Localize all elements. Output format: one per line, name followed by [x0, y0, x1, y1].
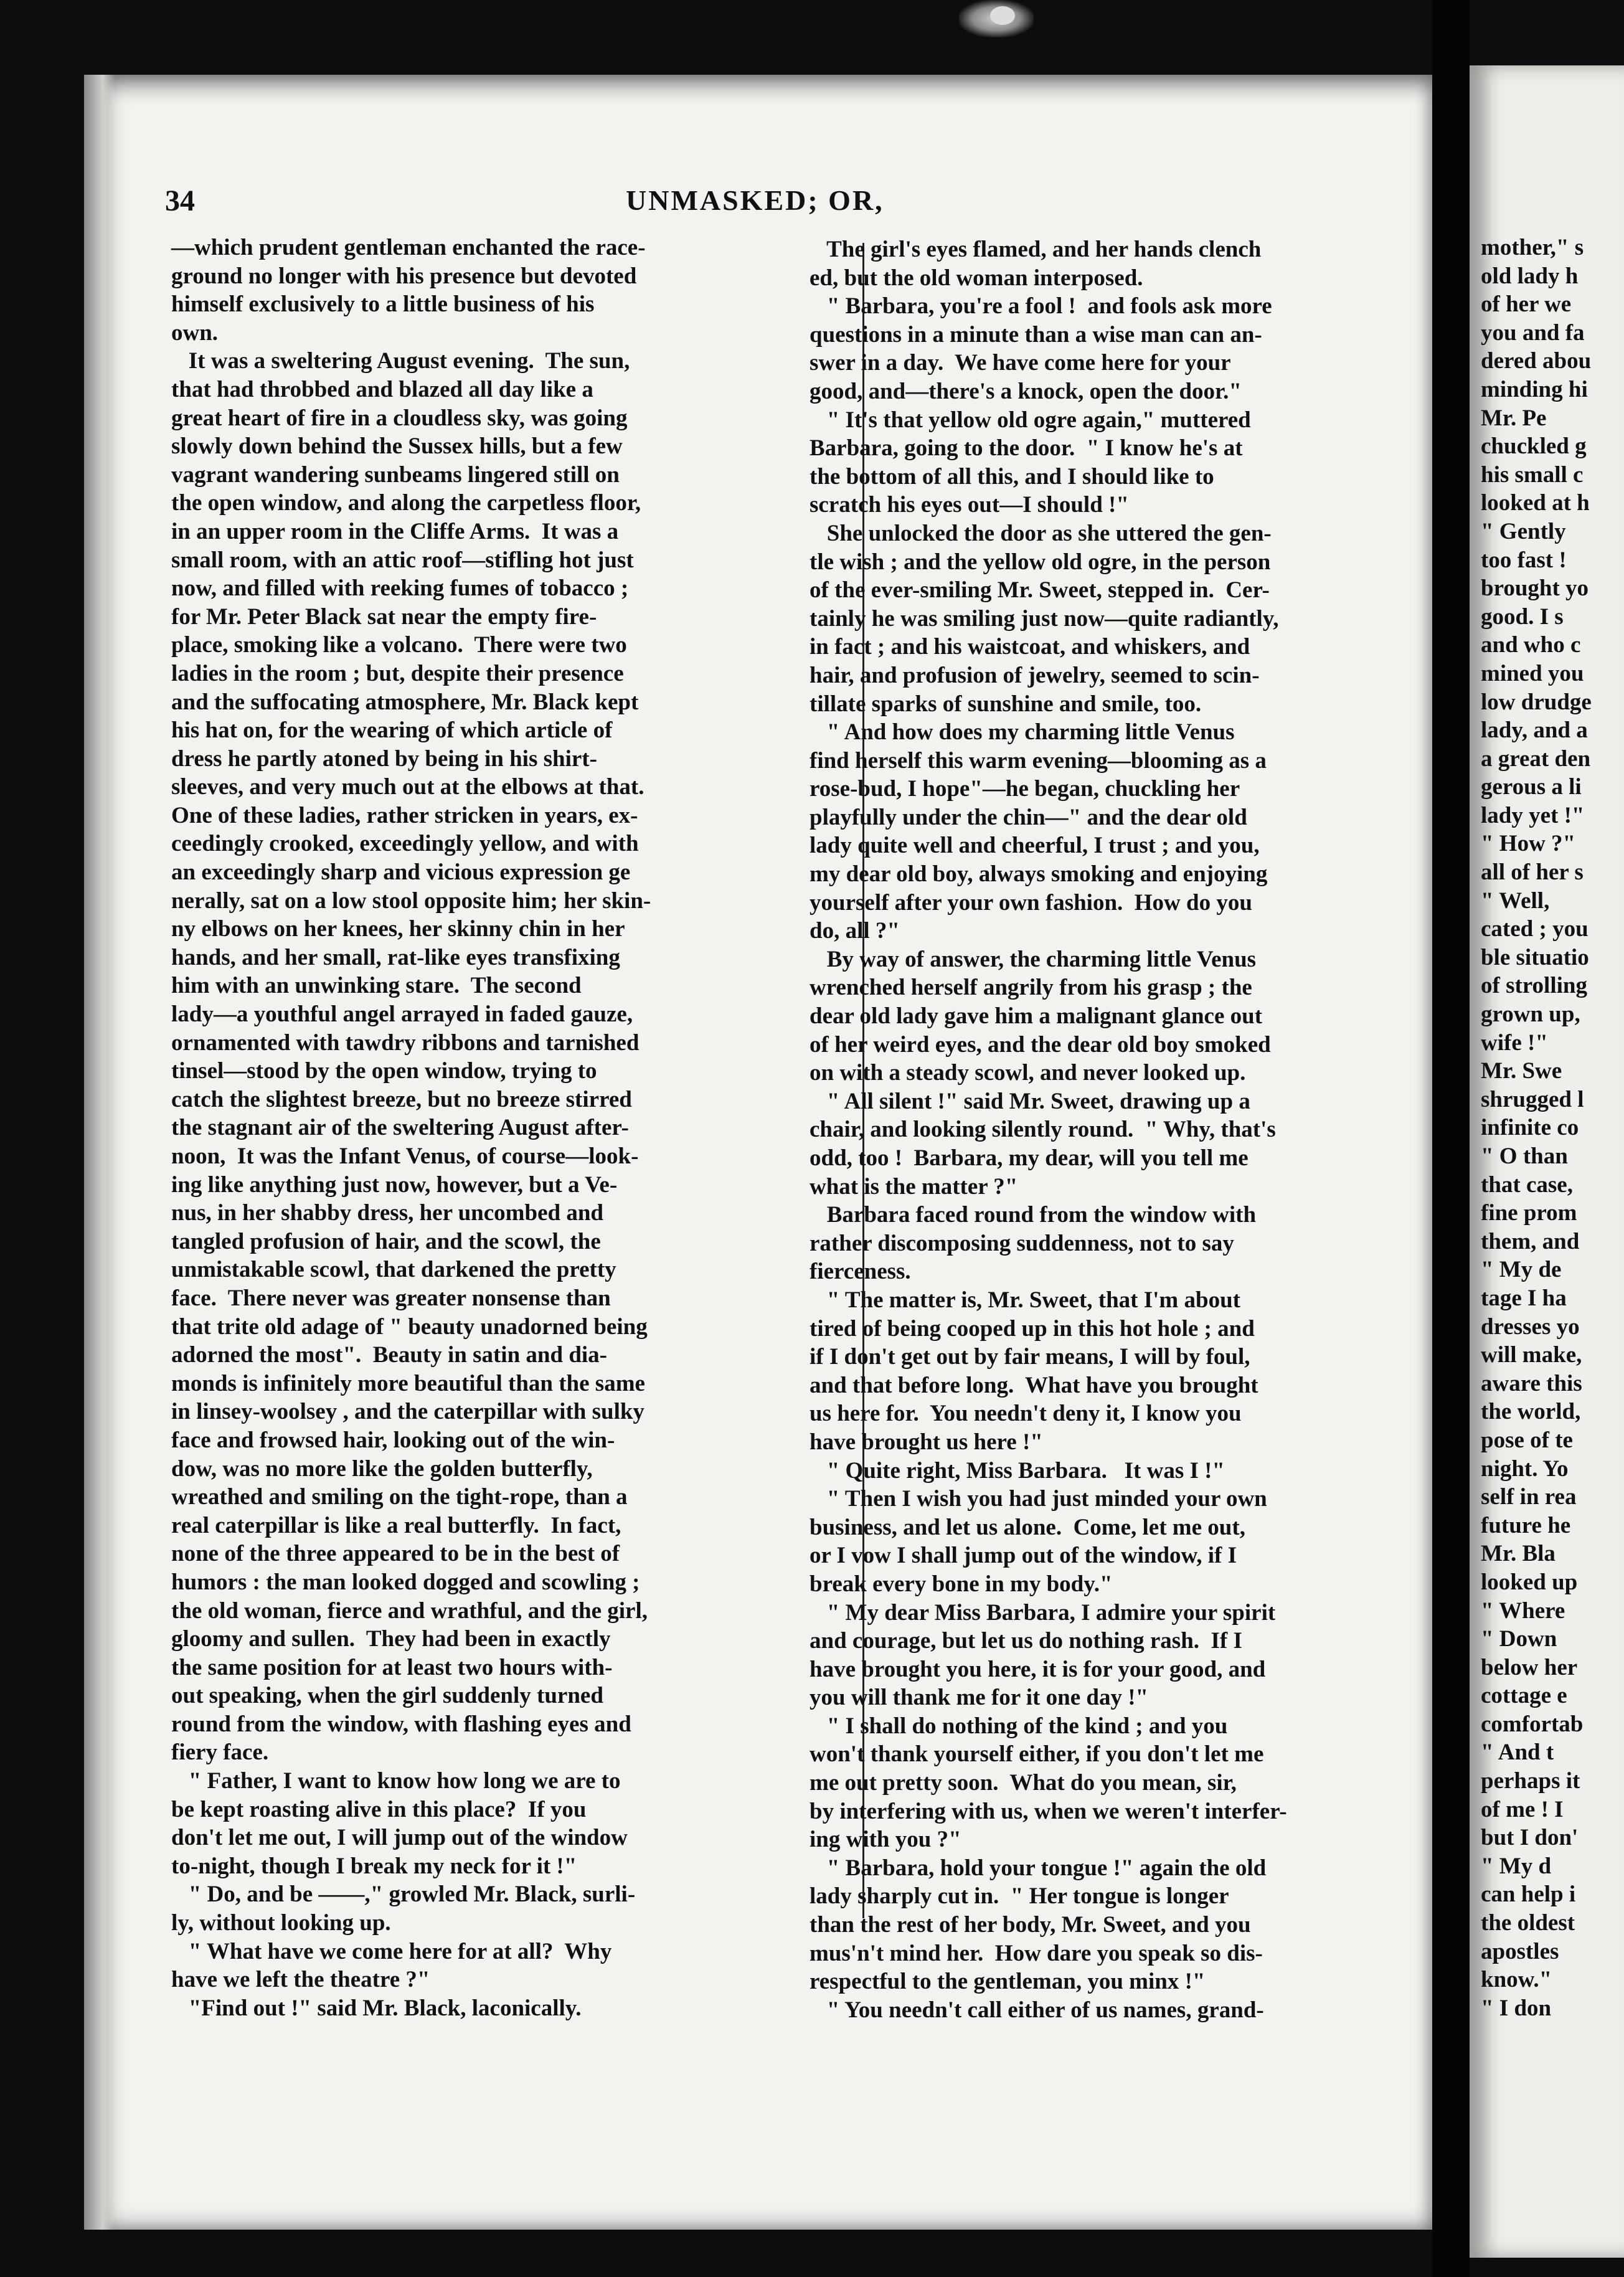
- text-line: " Barbara, hold your tongue !" again the old: [810, 1855, 1267, 1881]
- text-line: face and frowsed hair, looking out of the win-: [171, 1427, 615, 1453]
- text-line: and the suffocating atmosphere, Mr. Black kept: [171, 689, 639, 715]
- text-line: "Find out !" said Mr. Black, laconically.: [171, 1995, 582, 2021]
- text-line: She unlocked the door as she uttered the gen-: [810, 520, 1272, 546]
- text-line: him with an unwinking stare. The second: [171, 973, 582, 999]
- left-text-column: [171, 234, 825, 2022]
- text-line: —which prudent gentleman enchanted the race-: [171, 235, 646, 260]
- text-line: me out pretty soon. What do you mean, sir,: [810, 1770, 1237, 1796]
- text-line: low drudge: [1481, 689, 1592, 715]
- text-line: pose of te: [1481, 1427, 1573, 1453]
- text-line: that case,: [1481, 1172, 1573, 1198]
- facing-page-text-column: [1470, 234, 1592, 2022]
- text-line: have brought you here, it is for your good, and: [810, 1656, 1266, 1682]
- text-line: rose-bud, I hope"—he began, chuckling her: [810, 776, 1240, 802]
- text-line: One of these ladies, rather stricken in years, ex-: [171, 802, 638, 828]
- text-line: the same position for at least two hours with-: [171, 1654, 613, 1680]
- text-line: catch the slightest breeze, but no breeze stirred: [171, 1086, 632, 1112]
- text-line: tinsel—stood by the open window, trying to: [171, 1058, 597, 1084]
- text-line: be kept roasting alive in this place? If you: [171, 1796, 587, 1822]
- text-line: if I don't get out by fair means, I will by foul,: [810, 1344, 1250, 1370]
- text-line: questions in a minute than a wise man can an-: [810, 321, 1262, 348]
- text-line: tle wish ; and the yellow old ogre, in the person: [810, 549, 1271, 575]
- text-line: shrugged l: [1481, 1086, 1584, 1112]
- text-line: gerous a li: [1481, 774, 1582, 800]
- text-line: my dear old boy, always smoking and enjoying: [810, 861, 1268, 888]
- text-line: the bottom of all this, and I should like to: [810, 463, 1214, 490]
- text-line: and courage, but let us do nothing rash. If I: [810, 1628, 1242, 1654]
- text-line: noon, It was the Infant Venus, of course—look-: [171, 1143, 639, 1169]
- text-line: sleeves, and very much out at the elbows at that.: [171, 774, 644, 800]
- text-line: you and fa: [1481, 320, 1585, 346]
- text-line: respectful to the gentleman, you minx !": [810, 1969, 1206, 1995]
- text-line: chuckled g: [1481, 433, 1587, 460]
- text-line: wrenched herself angrily from his grasp ; the: [810, 975, 1252, 1001]
- text-line: aware this: [1481, 1370, 1582, 1396]
- text-line: of the ever-smiling Mr. Sweet, stepped in. Cer-: [810, 577, 1270, 604]
- text-line: real caterpillar is like a real butterfly. In fact,: [171, 1512, 621, 1538]
- text-line: old lady h: [1481, 263, 1579, 289]
- text-line: will make,: [1481, 1342, 1582, 1368]
- text-line: nus, in her shabby dress, her uncombed and: [171, 1200, 603, 1226]
- text-line: small room, with an attic roof—stifling hot just: [171, 547, 634, 573]
- text-line: the stagnant air of the sweltering August after-: [171, 1115, 629, 1141]
- text-line: By way of answer, the charming little Venus: [810, 946, 1257, 972]
- text-line: in an upper room in the Cliffe Arms. It was a: [171, 518, 619, 544]
- text-line: lady, and a: [1481, 717, 1588, 744]
- text-line: future he: [1481, 1512, 1571, 1538]
- text-line: business, and let us alone. Come, let me out,: [810, 1514, 1245, 1540]
- text-line: lady—a youthful angel arrayed in faded gauze,: [171, 1001, 633, 1028]
- text-line: " My de: [1481, 1257, 1562, 1283]
- text-line: The girl's eyes flamed, and her hands clench: [810, 237, 1262, 262]
- text-line: night. Yo: [1481, 1456, 1569, 1482]
- text-line: " Barbara, you're a fool ! and fools ask more: [810, 293, 1272, 320]
- text-line: the oldest: [1481, 1910, 1575, 1936]
- text-line: tangled profusion of hair, and the scowl, the: [171, 1228, 601, 1254]
- text-line: mother," s: [1481, 235, 1584, 260]
- text-line: out speaking, when the girl suddenly turned: [171, 1683, 603, 1709]
- text-line: apostles: [1481, 1938, 1559, 1964]
- text-line: " And how does my charming little Venus: [810, 719, 1235, 746]
- text-line: or I vow I shall jump out of the window, if I: [810, 1543, 1237, 1569]
- text-line: wife !": [1481, 1030, 1548, 1056]
- text-line: Mr. Swe: [1481, 1058, 1562, 1084]
- text-line: " Quite right, Miss Barbara. It was I !": [810, 1457, 1225, 1484]
- text-line: tage I ha: [1481, 1285, 1567, 1311]
- text-line: place, smoking like a volcano. There were two: [171, 632, 627, 658]
- text-line: in fact ; and his waistcoat, and whiskers, and: [810, 634, 1250, 660]
- text-line: " What have we come here for at all? Why: [171, 1938, 612, 1964]
- text-line: know.": [1481, 1967, 1552, 1993]
- text-line: " And t: [1481, 1740, 1554, 1766]
- text-line: looked at h: [1481, 490, 1590, 516]
- text-line: yourself after your own fashion. How do you: [810, 889, 1252, 916]
- text-line: Barbara, going to the door. " I know he's at: [810, 435, 1243, 462]
- text-line: lady yet !": [1481, 802, 1585, 828]
- book-gutter: [1432, 0, 1470, 2277]
- text-line: " Father, I want to know how long we are to: [171, 1768, 621, 1794]
- text-line: self in rea: [1481, 1484, 1577, 1510]
- text-line: dow, was no more like the golden butterfly,: [171, 1456, 593, 1482]
- text-line: grown up,: [1481, 1001, 1580, 1028]
- text-line: ly, without looking up.: [171, 1910, 391, 1936]
- text-line: fiery face.: [171, 1740, 269, 1766]
- right-text-column: [810, 235, 1482, 2024]
- text-line: them, and: [1481, 1228, 1580, 1254]
- text-line: a great den: [1481, 746, 1591, 772]
- text-line: " Gently: [1481, 518, 1566, 544]
- text-line: ble situatio: [1481, 944, 1589, 970]
- scan-speck: [990, 6, 1015, 25]
- text-line: fierceness.: [810, 1259, 911, 1285]
- text-line: and who c: [1481, 632, 1581, 658]
- text-line: dered abou: [1481, 348, 1592, 374]
- facing-page-edge: [1470, 65, 1624, 2258]
- text-line: " Where: [1481, 1598, 1565, 1624]
- text-line: vagrant wandering sunbeams lingered still on: [171, 462, 620, 488]
- text-line: himself exclusively to a little business of his: [171, 291, 595, 318]
- text-line: and that before long. What have you brought: [810, 1372, 1258, 1398]
- text-line: mined you: [1481, 660, 1584, 686]
- text-line: ed, but the old woman interposed.: [810, 265, 1143, 291]
- text-line: what is the matter ?": [810, 1173, 1018, 1200]
- text-line: of her weird eyes, and the dear old boy smoked: [810, 1031, 1271, 1058]
- text-line: ground no longer with his presence but devoted: [171, 263, 637, 289]
- text-line: Barbara faced round from the window with: [810, 1202, 1257, 1228]
- text-line: swer in a day. We have come here for your: [810, 350, 1231, 376]
- text-line: " Well,: [1481, 888, 1550, 914]
- text-line: ladies in the room ; but, despite their presence: [171, 660, 624, 686]
- text-line: you will thank me for it one day !": [810, 1685, 1149, 1711]
- text-line: cated ; you: [1481, 916, 1589, 942]
- text-line: Mr. Bla: [1481, 1541, 1556, 1567]
- text-line: scratch his eyes out—I should !": [810, 492, 1129, 518]
- text-line: " All silent !" said Mr. Sweet, drawing up a: [810, 1088, 1250, 1114]
- text-line: tired of being cooped up in this hot hole ; and: [810, 1315, 1255, 1342]
- text-line: It was a sweltering August evening. The sun,: [171, 348, 630, 374]
- text-line: " Down: [1481, 1626, 1557, 1652]
- text-line: round from the window, with flashing eyes and: [171, 1711, 631, 1737]
- text-line: ing like anything just now, however, but a Ve-: [171, 1172, 618, 1198]
- text-line: find herself this warm evening—blooming as a: [810, 747, 1267, 774]
- text-line: " How ?": [1481, 831, 1576, 857]
- text-line: Mr. Pe: [1481, 405, 1547, 431]
- text-line: ceedingly crooked, exceedingly yellow, and with: [171, 831, 639, 857]
- text-line: slowly down behind the Sussex hills, but a few: [171, 433, 623, 460]
- text-line: odd, too ! Barbara, my dear, will you tell me: [810, 1145, 1249, 1171]
- text-line: " You needn't call either of us names, grand-: [810, 1997, 1264, 2023]
- text-line: dress he partly atoned by being in his shirt-: [171, 746, 597, 772]
- text-line: do, all ?": [810, 918, 900, 944]
- text-line: unmistakable scowl, that darkened the pretty: [171, 1257, 616, 1283]
- text-line: cottage e: [1481, 1683, 1567, 1709]
- text-line: to-night, though I break my neck for it !": [171, 1853, 577, 1879]
- text-line: ing with you ?": [810, 1827, 961, 1853]
- page-number: 34: [165, 184, 195, 217]
- text-line: us here for. You needn't deny it, I know you: [810, 1401, 1242, 1427]
- text-line: of strolling: [1481, 973, 1587, 999]
- text-line: won't thank yourself either, if you don't let me: [810, 1741, 1264, 1768]
- text-line: lady quite well and cheerful, I trust ; and you,: [810, 833, 1260, 859]
- text-line: by interfering with us, when we weren't interfer-: [810, 1798, 1287, 1824]
- text-line: looked up: [1481, 1569, 1578, 1595]
- text-line: monds is infinitely more beautiful than the same: [171, 1370, 645, 1396]
- text-line: " I shall do nothing of the kind ; and you: [810, 1713, 1228, 1739]
- text-line: that had throbbed and blazed all day like a: [171, 376, 593, 402]
- text-line: in linsey-woolsey , and the caterpillar with sulky: [171, 1399, 644, 1425]
- text-line: now, and filled with reeking fumes of tobacco ;: [171, 575, 629, 602]
- text-line: the open window, and along the carpetless floor,: [171, 490, 641, 516]
- text-line: perhaps it: [1481, 1768, 1580, 1794]
- text-line: " My dear Miss Barbara, I admire your spirit: [810, 1599, 1276, 1626]
- text-line: adorned the most". Beauty in satin and dia-: [171, 1342, 608, 1368]
- text-line: none of the three appeared to be in the best of: [171, 1541, 620, 1567]
- text-line: but I don': [1481, 1825, 1579, 1851]
- text-line: lady sharply cut in. " Her tongue is longer: [810, 1883, 1229, 1910]
- text-line: tainly he was smiling just now—quite radiantly,: [810, 605, 1279, 632]
- text-line: playfully under the chin—" and the dear old: [810, 804, 1247, 830]
- text-line: gloomy and sullen. They had been in exactly: [171, 1626, 611, 1652]
- text-line: minding hi: [1481, 376, 1588, 402]
- text-line: all of her s: [1481, 859, 1584, 886]
- text-line: of me ! I: [1481, 1796, 1564, 1822]
- text-line: ny elbows on her knees, her skinny chin in her: [171, 916, 625, 942]
- text-line: wreathed and smiling on the tight-rope, than a: [171, 1484, 628, 1510]
- text-line: brought yo: [1481, 575, 1589, 602]
- text-line: have brought us here !": [810, 1429, 1043, 1455]
- text-line: nerally, sat on a low stool opposite him; her skin-: [171, 888, 651, 914]
- text-line: don't let me out, I will jump out of the window: [171, 1825, 628, 1851]
- running-title: UNMASKED; OR,: [626, 184, 884, 216]
- text-line: than the rest of her body, Mr. Sweet, and you: [810, 1912, 1251, 1938]
- text-line: hair, and profusion of jewelry, seemed to scin-: [810, 662, 1260, 688]
- text-line: " My d: [1481, 1853, 1552, 1879]
- text-line: dear old lady gave him a malignant glance out: [810, 1003, 1263, 1030]
- text-line: good, and—there's a knock, open the door.": [810, 378, 1242, 404]
- text-line: his small c: [1481, 462, 1584, 488]
- text-line: " The matter is, Mr. Sweet, that I'm about: [810, 1287, 1240, 1313]
- text-line: " I don: [1481, 1995, 1552, 2021]
- text-line: the world,: [1481, 1399, 1581, 1425]
- text-line: have we left the theatre ?": [171, 1967, 430, 1993]
- text-line: below her: [1481, 1654, 1578, 1680]
- book-page: [84, 75, 1432, 2230]
- text-line: infinite co: [1481, 1115, 1579, 1141]
- text-line: for Mr. Peter Black sat near the empty fire-: [171, 604, 597, 630]
- text-line: rather discomposing suddenness, not to say: [810, 1230, 1234, 1256]
- text-line: break every bone in my body.": [810, 1571, 1113, 1597]
- text-line: " O than: [1481, 1143, 1568, 1169]
- text-line: comfortab: [1481, 1711, 1584, 1737]
- text-line: humors : the man looked dogged and scowling ;: [171, 1569, 640, 1595]
- text-line: ornamented with tawdry ribbons and tarnished: [171, 1030, 640, 1056]
- text-line: can help i: [1481, 1882, 1576, 1908]
- text-line: great heart of fire in a cloudless sky, was going: [171, 405, 628, 431]
- text-line: dresses yo: [1481, 1314, 1580, 1340]
- text-line: " Then I wish you had just minded your own: [810, 1486, 1267, 1512]
- text-line: own.: [171, 320, 219, 346]
- text-line: on with a steady scowl, and never looked up.: [810, 1060, 1246, 1086]
- text-line: chair, and looking silently round. " Why, that's: [810, 1117, 1276, 1143]
- text-line: the old woman, fierce and wrathful, and the girl,: [171, 1598, 648, 1624]
- text-line: of her we: [1481, 291, 1572, 318]
- text-line: mus'n't mind her. How dare you speak so dis-: [810, 1940, 1263, 1966]
- text-line: fine prom: [1481, 1200, 1577, 1226]
- text-line: " It's that yellow old ogre again," muttered: [810, 407, 1251, 433]
- text-line: hands, and her small, rat-like eyes transfixing: [171, 944, 620, 970]
- text-line: an exceedingly sharp and vicious expression ge: [171, 859, 631, 886]
- text-line: face. There never was greater nonsense than: [171, 1285, 611, 1311]
- text-line: that trite old adage of " beauty unadorned being: [171, 1314, 648, 1340]
- text-line: too fast !: [1481, 547, 1567, 573]
- text-line: good. I s: [1481, 604, 1564, 630]
- text-line: " Do, and be ——," growled Mr. Black, surli-: [171, 1882, 636, 1908]
- text-line: his hat on, for the wearing of which article of: [171, 717, 613, 744]
- text-line: tillate sparks of sunshine and smile, too.: [810, 691, 1202, 717]
